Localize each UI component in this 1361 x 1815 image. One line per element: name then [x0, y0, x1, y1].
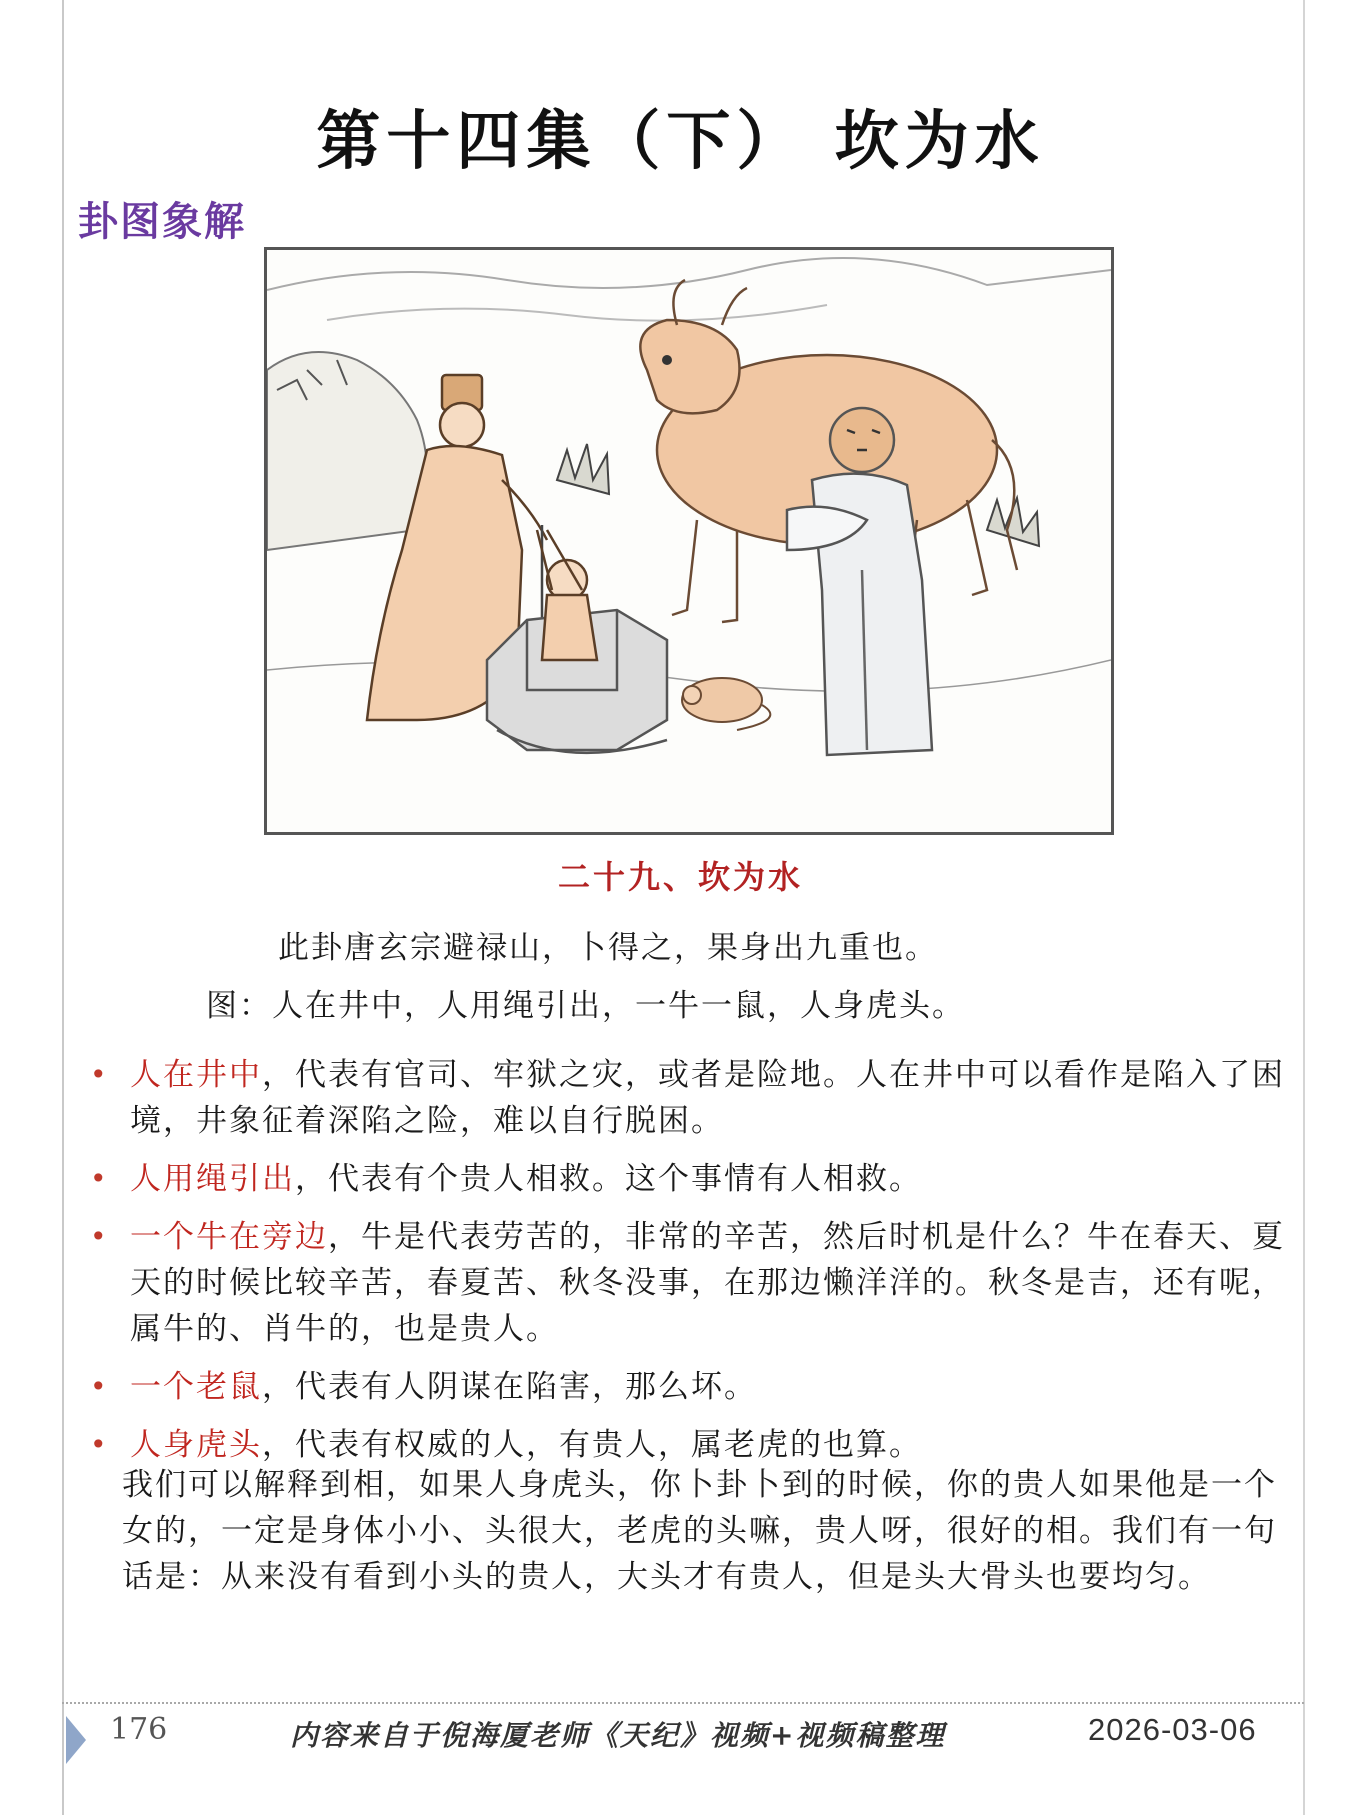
- commentary-paragraph: 我们可以解释到相，如果人身虎头，你卜卦卜到的时候，你的贵人如果他是一个女的，一定是身体小小、头很大，老虎的头嘛，贵人呀，很好的相。我们有一句话是：从来没有看到小头的贵人，大头才有贵人，但是头大骨头也要均匀。: [122, 1467, 1277, 1595]
- list-item: [84, 1364, 1304, 1410]
- illustration-ox-rat-tiger-well: [264, 247, 1114, 835]
- footer-source: 内容来自于倪海厦老师《天纪》视频+视频稿整理: [290, 1719, 946, 1752]
- item-highlight: 人用绳引出: [130, 1161, 295, 1197]
- play-arrow-icon: [66, 1716, 86, 1764]
- verse-line-2: 图：人在井中，人用绳引出，一牛一鼠，人身虎头。: [206, 988, 965, 1024]
- bullet-icon: •: [90, 1058, 109, 1091]
- footer-divider: [62, 1702, 1304, 1704]
- item-highlight: 人在井中: [130, 1057, 262, 1093]
- page-title: 第十四集（下） 坎为水: [316, 104, 1045, 179]
- item-text: ，代表有官司、牢狱之灾，或者是险地。人在井中可以看作是陷入了困境，井象征着深陷之险，难以自行脱困。: [130, 1057, 1285, 1139]
- item-highlight: 一个牛在旁边: [130, 1219, 328, 1255]
- right-margin-rule: [1303, 0, 1305, 1815]
- item-text: ，代表有人阴谋在陷害，那么坏。: [262, 1369, 757, 1405]
- list-item: [84, 1214, 1304, 1352]
- item-highlight: 一个老鼠: [130, 1369, 262, 1405]
- bullet-icon: •: [90, 1370, 109, 1403]
- hexagram-caption: 二十九、坎为水: [557, 858, 803, 896]
- section-heading: 卦图象解: [78, 198, 246, 245]
- illustration-drawing: [267, 250, 1111, 832]
- list-item: [84, 1052, 1304, 1144]
- verse-line-1: 此卦唐玄宗避禄山，卜得之，果身出九重也。: [278, 930, 938, 966]
- footer-date: 2026-03-06: [1088, 1712, 1257, 1747]
- interpretation-list: [84, 1052, 1304, 1480]
- item-text: ，牛是代表劳苦的，非常的辛苦，然后时机是什么？牛在春天、夏天的时候比较辛苦，春夏苦、秋冬没事，在那边懒洋洋的。秋冬是吉，还有呢，属牛的、肖牛的，也是贵人。: [130, 1219, 1285, 1347]
- bullet-icon: •: [90, 1428, 109, 1461]
- item-text: ，代表有权威的人，有贵人，属老虎的也算。: [262, 1427, 922, 1463]
- bullet-icon: •: [90, 1220, 109, 1253]
- item-highlight: 人身虎头: [130, 1427, 262, 1463]
- page-number: 176: [110, 1712, 168, 1747]
- bullet-icon: •: [90, 1162, 109, 1195]
- list-item: [84, 1156, 1304, 1202]
- item-text: ，代表有个贵人相救。这个事情有人相救。: [295, 1161, 922, 1197]
- left-margin-rule: [62, 0, 64, 1815]
